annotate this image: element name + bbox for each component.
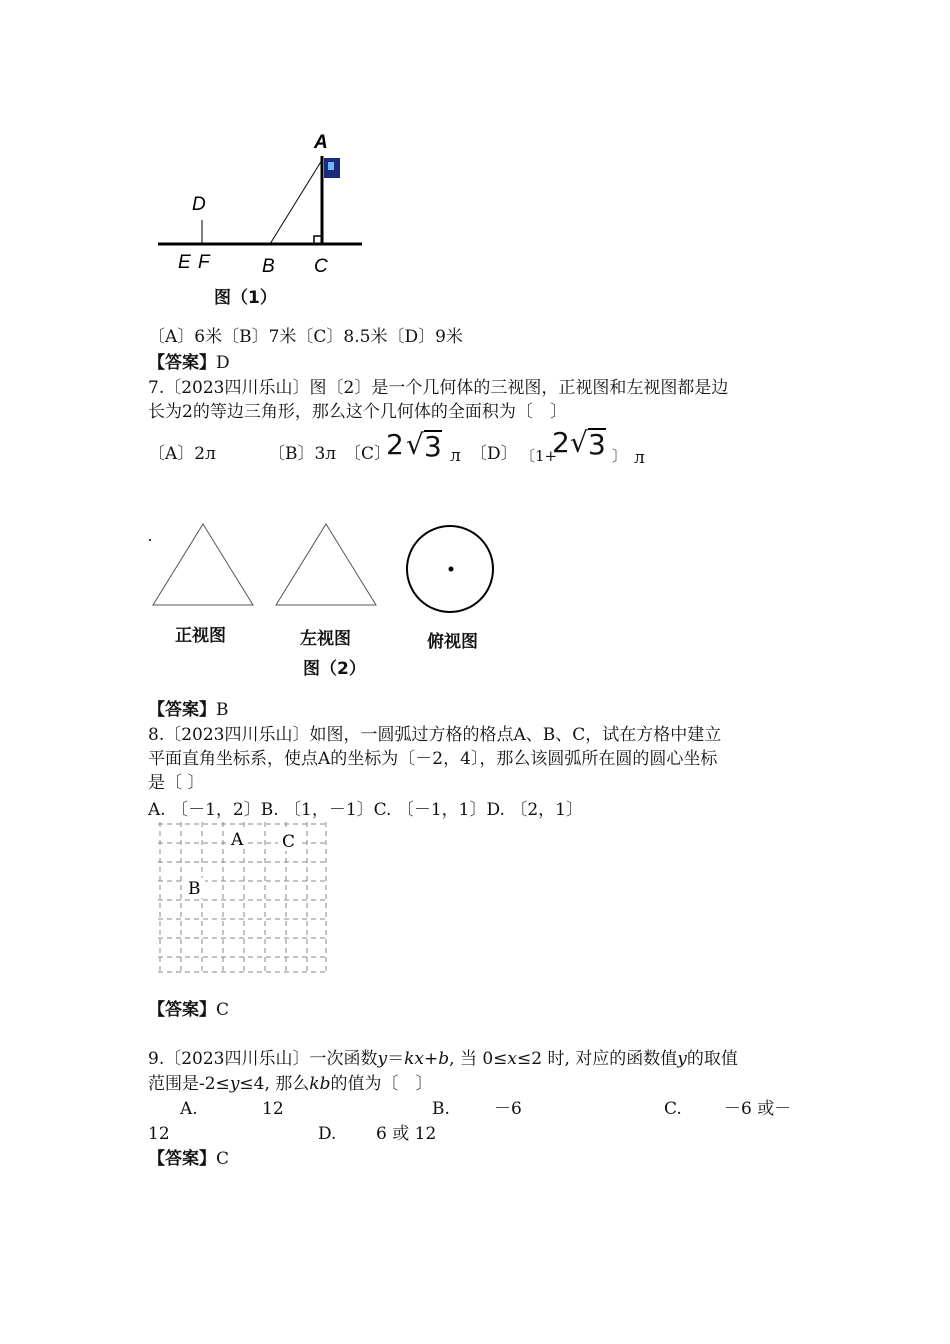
option-c-coef: 2 [386, 428, 404, 461]
figure-1-caption: 图（1） [214, 288, 277, 308]
question-number: 9. [148, 1049, 165, 1069]
label-C: C [314, 256, 328, 277]
stem-text: , 当 0≤ [449, 1049, 508, 1069]
q9-option-c-value: －6 或－ [724, 1099, 792, 1119]
q8-answer [148, 998, 229, 1022]
question-source: 〔2023四川乐山〕 [164, 1049, 310, 1069]
q9-option-b-label: B. [432, 1099, 450, 1119]
stem-plus: + [424, 1049, 439, 1069]
figure-2-caption: 图（2） [303, 659, 366, 679]
q8-line-1 [148, 723, 721, 747]
stem-eq: ＝ [387, 1049, 405, 1069]
label-D: D [192, 194, 206, 215]
q9-option-c-label: C. [664, 1099, 682, 1119]
answer-label: 【答案】 [148, 700, 216, 720]
grid-label-C: C [282, 832, 296, 852]
q8-grid [158, 822, 332, 974]
option-a: 〔A〕2л [148, 444, 216, 464]
q8-line-3: 是〔 〕 [148, 773, 205, 793]
option-c-radicand: 3 [424, 430, 442, 463]
option-d-coef: 2 [552, 426, 570, 459]
answer-label: 【答案】 [148, 1000, 216, 1020]
left-view-triangle [276, 524, 376, 605]
question-source: 〔2023四川乐山〕 [164, 725, 310, 745]
label-B: B [262, 256, 275, 277]
stray-dot [149, 539, 151, 541]
q8-line-2: 平面直角坐标系，使点A的坐标为〔－2，4〕，那么该圆弧所在圆的圆心坐标 [148, 749, 718, 769]
question-source: 〔2023四川乐山〕 [164, 378, 310, 398]
q9-line-1 [148, 1047, 738, 1071]
stem-text: 的值为〔 〕 [330, 1074, 433, 1094]
figure-2-diagram [146, 518, 506, 618]
q6-options: 〔A〕6米〔B〕7米〔C〕8.5米〔D〕9米 [148, 327, 463, 347]
label-E: E [178, 252, 191, 273]
grid-label-B: B [188, 879, 201, 899]
answer-value: D [216, 353, 230, 373]
q7-line-1 [148, 376, 728, 400]
q9-option-a-value: 12 [262, 1099, 284, 1119]
q7-answer [148, 698, 229, 722]
top-view-center-dot [449, 567, 454, 572]
var-b: b [438, 1049, 450, 1069]
q9-option-d-label: D. [318, 1124, 337, 1144]
q9-line-2 [148, 1072, 432, 1096]
left-view-label: 左视图 [300, 629, 351, 649]
answer-label: 【答案】 [148, 1149, 216, 1169]
question-number: 8. [148, 725, 165, 745]
sqrt-icon: √ [570, 426, 588, 459]
question-number: 7. [148, 378, 165, 398]
option-d-pi: л [634, 448, 645, 468]
option-b: 〔B〕3л [268, 444, 337, 464]
figure-1-diagram [150, 120, 380, 310]
stem-text: 的取值 [686, 1049, 738, 1069]
front-view-triangle [153, 524, 253, 605]
hypotenuse-ab [270, 160, 322, 244]
top-view-label: 俯视图 [427, 632, 478, 652]
q6-answer [148, 351, 230, 375]
var-kx: kx [404, 1049, 424, 1069]
sqrt-icon: √ [406, 428, 424, 461]
stem-text: 范围是-2≤ [148, 1074, 230, 1094]
var-kb: kb [309, 1074, 331, 1094]
var-y: y [229, 1074, 240, 1094]
flag-highlight [328, 162, 334, 170]
q9-option-a-label: A. [180, 1099, 198, 1119]
q9-answer [148, 1147, 229, 1171]
option-c-prefix: 〔C〕 [344, 444, 392, 464]
q7-line-2: 长为2的等边三角形，那么这个几何体的全面积为〔 〕 [148, 402, 567, 422]
answer-label: 【答案】 [148, 353, 216, 373]
label-F: F [198, 252, 210, 273]
grid-label-A: A [231, 830, 244, 850]
stem-text: ≤4, 那么 [239, 1074, 310, 1094]
stem-text: 一次函数 [309, 1049, 378, 1069]
answer-value: C [216, 1149, 230, 1169]
var-x: x [507, 1049, 518, 1069]
option-d-open: 〔1+ [520, 447, 558, 465]
q9-option-d-value: 6 或 12 [376, 1124, 437, 1144]
q8-options: A. 〔－1，2〕B. 〔1，－1〕C. 〔－1，1〕D. 〔2，1〕 [148, 800, 583, 820]
var-y: y [677, 1049, 687, 1069]
q9-option-b-value: －6 [494, 1099, 522, 1119]
option-d-radicand: 3 [588, 428, 606, 461]
answer-value: B [216, 700, 229, 720]
question-text: 图〔2〕是一个几何体的三视图，正视图和左视图都是边 [309, 378, 729, 398]
option-d-prefix: 〔D〕 [470, 444, 518, 464]
answer-value: C [216, 1000, 230, 1020]
stem-text: ≤2 时, 对应的函数值 [517, 1049, 678, 1069]
label-A: A [314, 132, 328, 153]
q9-option-c-continued: 12 [148, 1124, 170, 1144]
front-view-label: 正视图 [175, 626, 226, 646]
option-c-pi: л [450, 446, 461, 466]
question-text: 如图，一圆弧过方格的格点A、B、C，试在方格中建立 [309, 725, 722, 745]
var-y: y [377, 1049, 388, 1069]
option-d-close: 〕 [612, 447, 628, 465]
